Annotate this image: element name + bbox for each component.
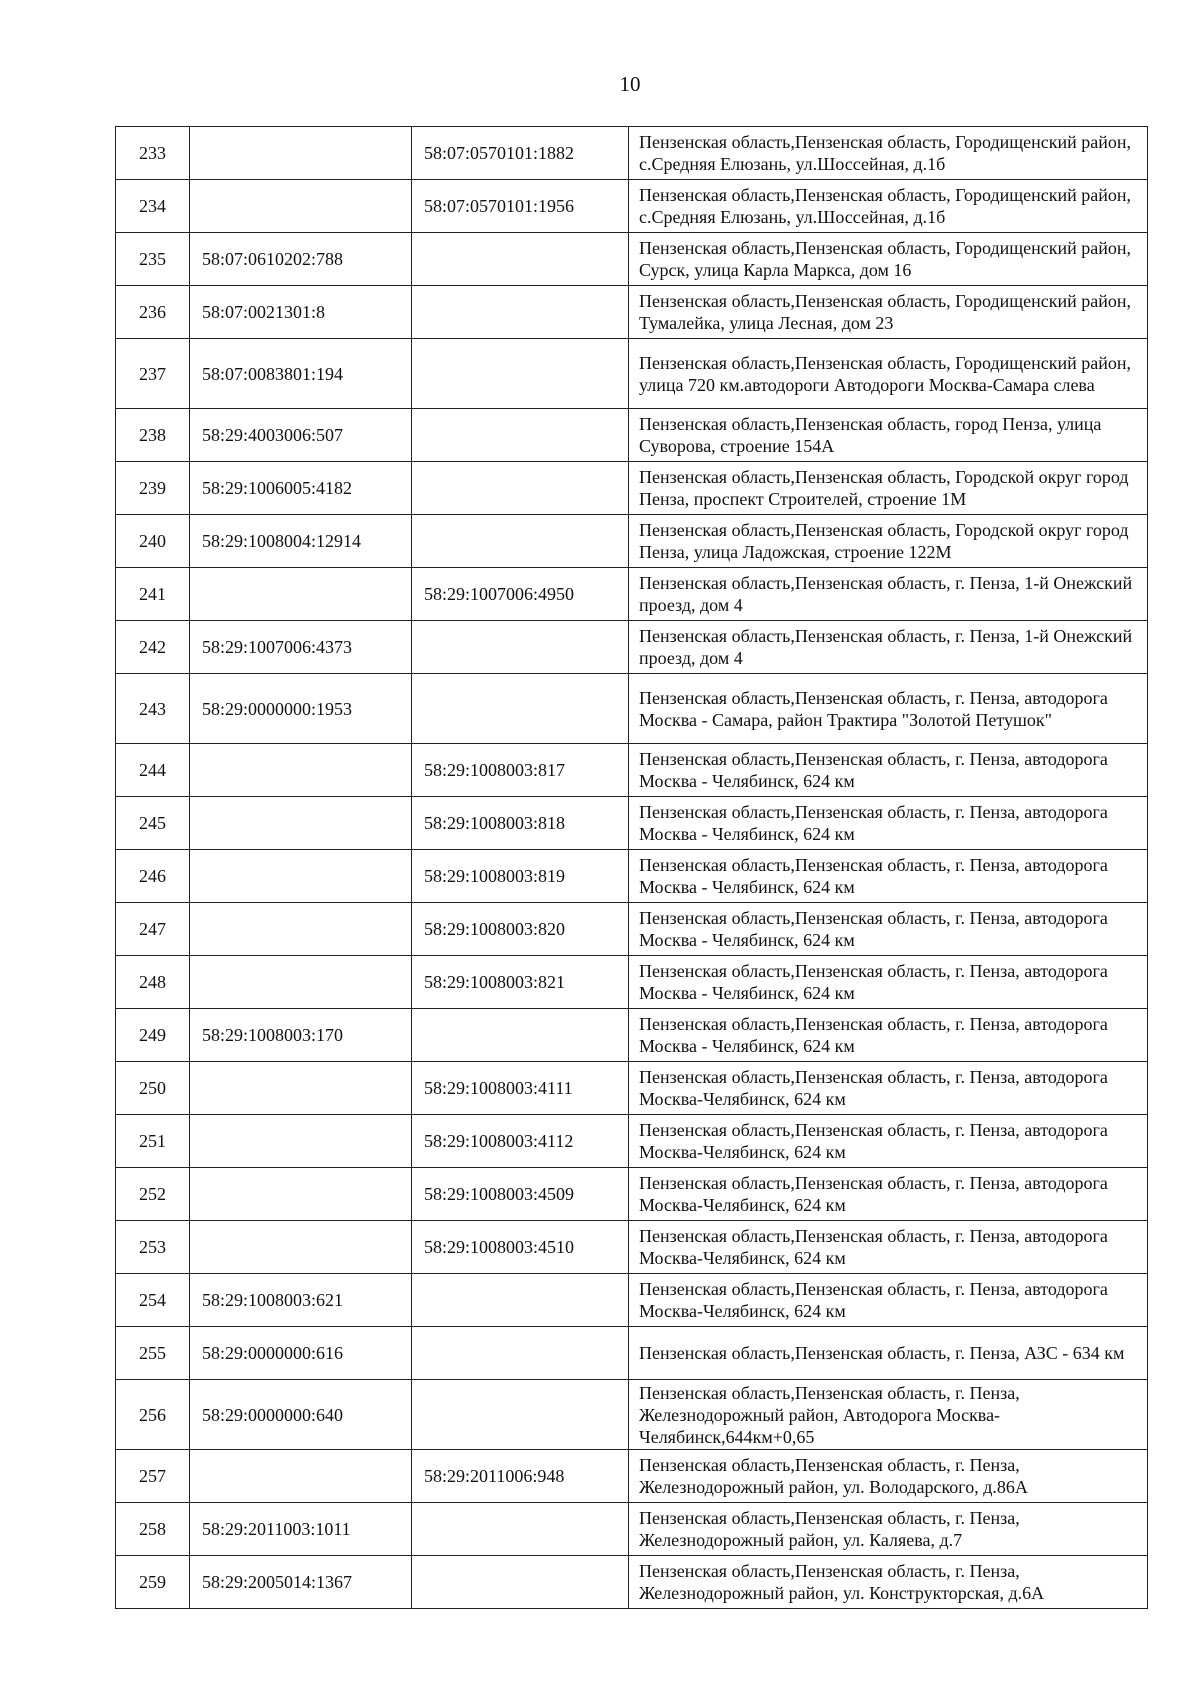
table-row: [116, 903, 1148, 956]
address-cell: Пензенская область,Пензенская область, г. Пенза, автодорога Москва - Челябинск, 624 км: [629, 903, 1148, 956]
cadastral-number-land-cell: 58:29:1007006:4373: [190, 621, 412, 674]
row-number-cell: 254: [116, 1274, 190, 1327]
row-number-cell: 234: [116, 180, 190, 233]
table-row: [116, 744, 1148, 797]
cadastral-number-land-cell: [190, 180, 412, 233]
cadastral-number-building-cell: [412, 233, 629, 286]
cadastral-number-building-cell: 58:07:0570101:1956: [412, 180, 629, 233]
row-number-cell: 246: [116, 850, 190, 903]
row-number-cell: 248: [116, 956, 190, 1009]
row-number-cell: 243: [116, 674, 190, 744]
table-row: [116, 1327, 1148, 1380]
address-cell: Пензенская область,Пензенская область, г. Пенза, автодорога Москва-Челябинск, 624 км: [629, 1115, 1148, 1168]
address-cell: Пензенская область,Пензенская область, Городищенский район, Сурск, улица Карла Маркса, дом 16: [629, 233, 1148, 286]
cadastral-number-building-cell: [412, 286, 629, 339]
table-row: [116, 1115, 1148, 1168]
cadastral-number-building-cell: [412, 1274, 629, 1327]
table-row: [116, 568, 1148, 621]
table-row: [116, 339, 1148, 409]
cadastral-number-land-cell: 58:29:1008003:621: [190, 1274, 412, 1327]
row-number-cell: 245: [116, 797, 190, 850]
cadastral-number-land-cell: 58:07:0610202:788: [190, 233, 412, 286]
table-row: [116, 1221, 1148, 1274]
row-number-cell: 238: [116, 409, 190, 462]
row-number-cell: 256: [116, 1380, 190, 1450]
address-cell: Пензенская область,Пензенская область, г. Пенза, автодорога Москва - Челябинск, 624 км: [629, 744, 1148, 797]
row-number-cell: 236: [116, 286, 190, 339]
row-number-cell: 244: [116, 744, 190, 797]
address-cell: Пензенская область,Пензенская область, г. Пенза, 1-й Онежский проезд, дом 4: [629, 621, 1148, 674]
cadastral-number-building-cell: [412, 621, 629, 674]
table-row: [116, 1556, 1148, 1609]
cadastral-number-land-cell: 58:29:0000000:640: [190, 1380, 412, 1450]
page-number: 10: [619, 72, 641, 96]
row-number-cell: 257: [116, 1450, 190, 1503]
address-cell: Пензенская область,Пензенская область, Городищенский район, Тумалейка, улица Лесная, дом 23: [629, 286, 1148, 339]
cadastral-number-land-cell: [190, 744, 412, 797]
cadastral-number-building-cell: 58:29:1008003:4509: [412, 1168, 629, 1221]
address-cell: Пензенская область,Пензенская область, город Пенза, улица Суворова, строение 154А: [629, 409, 1148, 462]
cadastral-number-building-cell: [412, 1503, 629, 1556]
row-number-cell: 253: [116, 1221, 190, 1274]
row-number-cell: 252: [116, 1168, 190, 1221]
cadastral-number-land-cell: [190, 1115, 412, 1168]
cadastral-number-building-cell: 58:29:2011006:948: [412, 1450, 629, 1503]
table-row: [116, 1274, 1148, 1327]
table-row: [116, 850, 1148, 903]
address-cell: Пензенская область,Пензенская область, Городищенский район, улица 720 км.автодороги Автодороги Москва-Самара слева: [629, 339, 1148, 409]
cadastral-number-building-cell: [412, 674, 629, 744]
address-cell: Пензенская область,Пензенская область, г. Пенза, автодорога Москва - Челябинск, 624 км: [629, 797, 1148, 850]
row-number-cell: 235: [116, 233, 190, 286]
table-row: [116, 127, 1148, 180]
cadastral-number-land-cell: [190, 850, 412, 903]
cadastral-number-land-cell: 58:29:0000000:616: [190, 1327, 412, 1380]
cadastral-number-land-cell: 58:29:1008004:12914: [190, 515, 412, 568]
table-row: [116, 233, 1148, 286]
cadastral-number-land-cell: 58:29:1008003:170: [190, 1009, 412, 1062]
address-cell: Пензенская область,Пензенская область, г. Пенза, Железнодорожный район, ул. Конструкторская, д.6А: [629, 1556, 1148, 1609]
row-number-cell: 249: [116, 1009, 190, 1062]
cadastral-number-building-cell: 58:29:1008003:4510: [412, 1221, 629, 1274]
table-row: [116, 621, 1148, 674]
address-cell: Пензенская область,Пензенская область, г. Пенза, автодорога Москва - Челябинск, 624 км: [629, 850, 1148, 903]
cadastral-number-land-cell: [190, 568, 412, 621]
table-body: [116, 127, 1148, 1609]
cadastral-number-land-cell: 58:29:4003006:507: [190, 409, 412, 462]
address-cell: Пензенская область,Пензенская область, г. Пенза, АЗС - 634 км: [629, 1327, 1148, 1380]
address-cell: Пензенская область,Пензенская область, г. Пенза, Железнодорожный район, ул. Каляева, д.7: [629, 1503, 1148, 1556]
cadastral-number-building-cell: 58:29:1008003:821: [412, 956, 629, 1009]
row-number-cell: 240: [116, 515, 190, 568]
address-cell: Пензенская область,Пензенская область, г. Пенза, автодорога Москва - Челябинск, 624 км: [629, 956, 1148, 1009]
property-table: [115, 126, 1148, 1609]
cadastral-number-land-cell: 58:29:2011003:1011: [190, 1503, 412, 1556]
table-row: [116, 956, 1148, 1009]
table-row: [116, 1450, 1148, 1503]
table-row: [116, 1503, 1148, 1556]
cadastral-number-building-cell: [412, 515, 629, 568]
table-row: [116, 462, 1148, 515]
table-row: [116, 1062, 1148, 1115]
table-row: [116, 1168, 1148, 1221]
table-row: [116, 180, 1148, 233]
cadastral-number-land-cell: [190, 956, 412, 1009]
row-number-cell: 251: [116, 1115, 190, 1168]
cadastral-number-land-cell: 58:29:2005014:1367: [190, 1556, 412, 1609]
cadastral-number-land-cell: 58:07:0083801:194: [190, 339, 412, 409]
row-number-cell: 242: [116, 621, 190, 674]
cadastral-number-building-cell: 58:29:1008003:819: [412, 850, 629, 903]
row-number-cell: 239: [116, 462, 190, 515]
address-cell: Пензенская область,Пензенская область, г. Пенза, автодорога Москва-Челябинск, 624 км: [629, 1274, 1148, 1327]
table-row: [116, 1009, 1148, 1062]
cadastral-number-building-cell: 58:29:1008003:817: [412, 744, 629, 797]
cadastral-number-land-cell: 58:29:1006005:4182: [190, 462, 412, 515]
table-row: [116, 1380, 1148, 1450]
row-number-cell: 233: [116, 127, 190, 180]
table-row: [116, 286, 1148, 339]
address-cell: Пензенская область,Пензенская область, Городской округ город Пенза, улица Ладожская, строение 122М: [629, 515, 1148, 568]
cadastral-number-land-cell: [190, 1062, 412, 1115]
cadastral-number-building-cell: 58:29:1007006:4950: [412, 568, 629, 621]
address-cell: Пензенская область,Пензенская область, г. Пенза, автодорога Москва-Челябинск, 624 км: [629, 1168, 1148, 1221]
row-number-cell: 259: [116, 1556, 190, 1609]
row-number-cell: 241: [116, 568, 190, 621]
cadastral-number-land-cell: [190, 1221, 412, 1274]
row-number-cell: 255: [116, 1327, 190, 1380]
cadastral-number-building-cell: 58:07:0570101:1882: [412, 127, 629, 180]
cadastral-number-land-cell: [190, 1450, 412, 1503]
address-cell: Пензенская область,Пензенская область, Городской округ город Пенза, проспект Строителей, строение 1М: [629, 462, 1148, 515]
cadastral-number-building-cell: [412, 1009, 629, 1062]
table-row: [116, 797, 1148, 850]
cadastral-number-land-cell: 58:07:0021301:8: [190, 286, 412, 339]
cadastral-number-building-cell: 58:29:1008003:818: [412, 797, 629, 850]
address-cell: Пензенская область,Пензенская область, г. Пенза, автодорога Москва-Челябинск, 624 км: [629, 1062, 1148, 1115]
address-cell: Пензенская область,Пензенская область, г. Пенза, автодорога Москва-Челябинск, 624 км: [629, 1221, 1148, 1274]
table-row: [116, 409, 1148, 462]
address-cell: Пензенская область,Пензенская область, г. Пенза, 1-й Онежский проезд, дом 4: [629, 568, 1148, 621]
cadastral-number-building-cell: [412, 1327, 629, 1380]
row-number-cell: 237: [116, 339, 190, 409]
row-number-cell: 250: [116, 1062, 190, 1115]
address-cell: Пензенская область,Пензенская область, Городищенский район, с.Средняя Елюзань, ул.Шоссейная, д.1б: [629, 180, 1148, 233]
table-row: [116, 674, 1148, 744]
address-cell: Пензенская область,Пензенская область, г. Пенза, автодорога Москва - Челябинск, 624 км: [629, 1009, 1148, 1062]
cadastral-number-land-cell: 58:29:0000000:1953: [190, 674, 412, 744]
address-cell: Пензенская область,Пензенская область, г. Пенза, автодорога Москва - Самара, район Трактира "Золотой Петушок": [629, 674, 1148, 744]
cadastral-number-building-cell: 58:29:1008003:4111: [412, 1062, 629, 1115]
cadastral-number-land-cell: [190, 797, 412, 850]
cadastral-number-building-cell: 58:29:1008003:4112: [412, 1115, 629, 1168]
cadastral-number-building-cell: [412, 339, 629, 409]
cadastral-number-land-cell: [190, 1168, 412, 1221]
cadastral-number-building-cell: 58:29:1008003:820: [412, 903, 629, 956]
cadastral-number-building-cell: [412, 1380, 629, 1450]
address-cell: Пензенская область,Пензенская область, Городищенский район, с.Средняя Елюзань, ул.Шоссейная, д.1б: [629, 127, 1148, 180]
address-cell: Пензенская область,Пензенская область, г. Пенза, Железнодорожный район, ул. Володарского, д.86А: [629, 1450, 1148, 1503]
cadastral-number-land-cell: [190, 903, 412, 956]
address-cell: Пензенская область,Пензенская область, г. Пенза, Железнодорожный район, Автодорога Москва-Челябинск,644км+0,65: [629, 1380, 1148, 1450]
cadastral-number-building-cell: [412, 409, 629, 462]
table-row: [116, 515, 1148, 568]
cadastral-number-land-cell: [190, 127, 412, 180]
cadastral-number-building-cell: [412, 462, 629, 515]
row-number-cell: 258: [116, 1503, 190, 1556]
row-number-cell: 247: [116, 903, 190, 956]
cadastral-number-building-cell: [412, 1556, 629, 1609]
